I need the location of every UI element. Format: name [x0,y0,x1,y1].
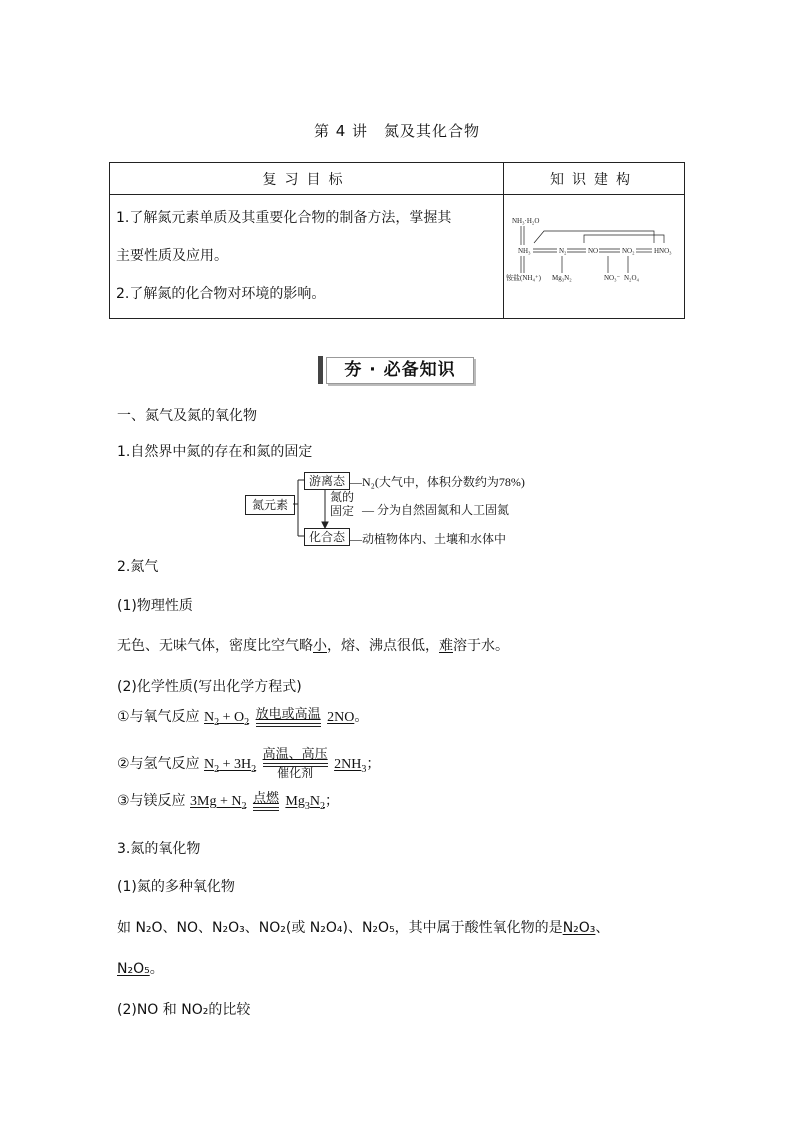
subsection-3: 3.氮的氧化物 [117,841,201,857]
reaction-magnesium: ③与镁反应 $3Mg + N_2$ 点燃 $Mg_3N_2$； [117,790,339,812]
structure-diagram-cell [504,195,685,319]
diag-combined-state-box: 化合态 [304,528,350,546]
answer-small: 小 [313,638,327,654]
diag-fixation-label: 氮的 固定 [330,490,355,518]
section-banner [318,356,474,384]
oxides-text-cont: N₂O₅。 [117,961,164,977]
condition-catalysis: 高温、高压 催化剂 [262,747,328,780]
diag-free-state-box: 游离态 [304,472,350,490]
diag-nh3h2o: NH₃·H₂O [512,217,540,225]
reaction-oxygen: ①与氧气反应 $N_2 + O_2$ 放电或高温 2NO。 [117,706,369,728]
banner-bar [318,356,323,384]
answer-hard: 难 [439,638,453,654]
objectives-table [109,162,685,319]
banner-title: 夯 · 必备知识 [326,357,474,384]
goal-1a: 1.了解氮元素单质及其重要化合物的制备方法，掌握其 [116,210,452,226]
header-knowledge-structure: 知识建构 [504,163,685,195]
answer-n2o5: N₂O₅ [117,961,150,977]
subsection-2: 2.氮气 [117,559,159,575]
diag-n2: N₂ [559,247,567,255]
nitrogen-structure-diagram [504,195,684,315]
diag-ammonium: 铵盐(NH₄⁺) [506,274,541,282]
diag-no: NO [588,247,599,255]
subsection-1: 1.自然界中氮的存在和氮的固定 [117,444,313,460]
oxides-heading: (1)氮的多种氧化物 [117,879,235,895]
chemical-props-heading: (2)化学性质(写出化学方程式) [117,679,302,695]
diag-fixation-desc: — 分为自然固氮和人工固氮 [362,503,510,517]
physical-props-text: 无色、无味气体，密度比空气略小，熔、沸点很低，难溶于水。 [117,638,509,654]
oxides-text: 如 N₂O、NO、N₂O₃、NO₂(或 N₂O₄)、N₂O₅，其中属于酸性氧化物的是N₂O₃、 [117,920,610,936]
diag-nh3: NH₃ [518,247,531,255]
diag-no3: NO₃⁻ [604,274,621,282]
reaction-hydrogen: ②与氢气反应 $N_2 + 3H_2$ 高温、高压 催化剂 $2NH_3$； [117,747,381,780]
physical-props-heading: (1)物理性质 [117,598,193,614]
goal-1b: 主要性质及应用。 [116,248,228,264]
diag-no2: NO₂ [622,247,635,255]
condition-ignite: 点燃 [253,792,279,811]
diag-mg3n2: Mg₃N₂ [552,274,572,282]
diag-n2o4: N₂O₄ [624,274,639,282]
diag-hno3: HNO₃ [654,247,672,255]
goals-cell [110,195,504,319]
page-title: 第 4 讲 氮及其化合物 [313,122,481,140]
goal-2: 2.了解氮的化合物对环境的影响。 [116,286,326,302]
nitrogen-existence-diagram [240,468,560,548]
condition-discharge: 放电或高温 [256,708,321,727]
diag-element-box: 氮元素 [245,495,295,515]
section-1-heading: 一、氮气及氮的氧化物 [117,408,257,424]
header-review-goals: 复习目标 [110,163,504,195]
no-no2-comparison-heading: (2)NO 和 NO₂的比较 [117,1002,251,1018]
answer-n2o3: N₂O₃ [562,920,596,936]
diag-free-desc: —N₂(大气中，体积分数约为78%) [350,475,525,489]
diag-combined-desc: —动植物体内、土壤和水体中 [350,532,507,546]
